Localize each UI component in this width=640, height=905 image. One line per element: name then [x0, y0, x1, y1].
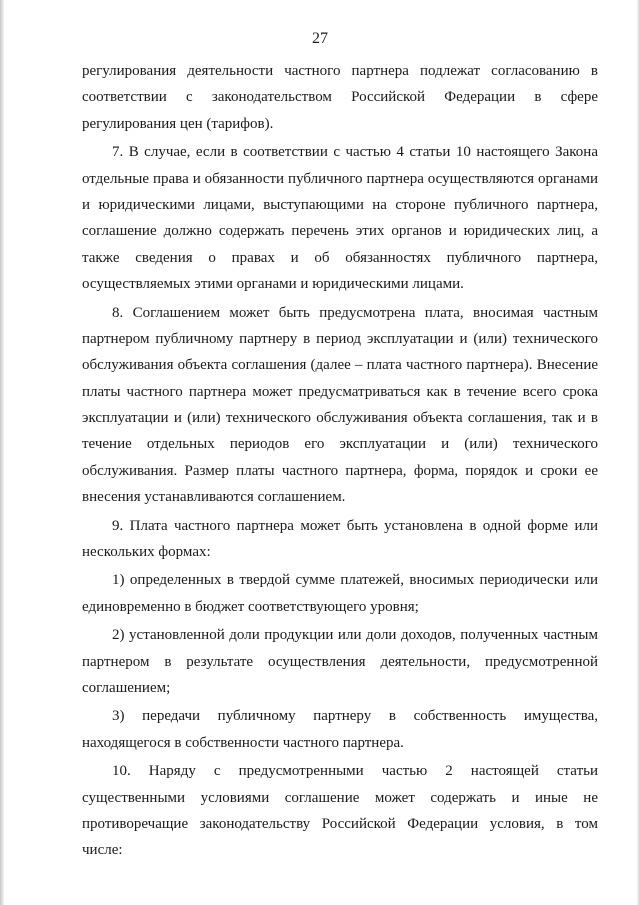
- text-line: обслуживания объекта соглашения (далее – плата частного партнера). Внесение: [82, 357, 598, 374]
- text-line: осуществляемых этими органами и юридическими лицами.: [82, 276, 464, 293]
- list-item-start: 3) передачи публичному партнеру в собственность имущества,: [112, 708, 598, 725]
- list-item-start: 2) установленной доли продукции или доли доходов, полученных частным: [112, 627, 598, 644]
- text-line: противоречащие законодательству Российской Федерации условия, в том: [82, 815, 598, 832]
- text-line: нескольких формах:: [82, 544, 211, 561]
- text-line: единовременно в бюджет соответствующего уровня;: [82, 598, 419, 615]
- text-line: числе:: [82, 842, 123, 859]
- document-body: [82, 58, 598, 864]
- scan-edge-left: [0, 0, 4, 905]
- text-line: течение отдельных периодов его эксплуатации и (или) технического: [82, 436, 598, 453]
- text-line: партнером публичному партнеру в период эксплуатации и (или) технического: [82, 330, 598, 347]
- paragraph-start: 9. Плата частного партнера может быть установлена в одной форме или: [112, 517, 598, 534]
- paragraph-start: 7. В случае, если в соответствии с частью 4 статьи 10 настоящего Закона: [112, 144, 598, 161]
- text-line: соглашение должно содержать перечень этих органов и юридических лиц, а: [82, 223, 598, 240]
- text-line: находящегося в собственности частного партнера.: [82, 734, 404, 751]
- text-line: обслуживания. Размер платы частного партнера, форма, порядок и сроки ее: [82, 462, 598, 479]
- text-line: соглашением;: [82, 679, 171, 696]
- text-line: существенными условиями соглашение может содержать и иные не: [82, 789, 598, 806]
- text-line: эксплуатации и (или) технического обслуживания объекта соглашения, так и в: [82, 410, 598, 427]
- paragraph-start: 10. Наряду с предусмотренными частью 2 настоящей статьи: [112, 763, 598, 780]
- text-line: и юридическими лицами, выступающими на стороне публичного партнера,: [82, 196, 598, 213]
- text-line: регулирования деятельности частного партнера подлежат согласованию в: [82, 63, 598, 79]
- text-line: внесения устанавливаются соглашением.: [82, 489, 346, 506]
- text-line: партнером в результате осуществления деятельности, предусмотренной: [82, 653, 598, 670]
- text-line: соответствии с законодательством Российской Федерации в сфере: [82, 89, 598, 106]
- list-item-start: 1) определенных в твердой сумме платежей, вносимых периодически или: [112, 572, 598, 589]
- text-line: также сведения о правах и об обязанностях публичного партнера,: [82, 249, 598, 266]
- text-line: отдельные права и обязанности публичного партнера осуществляются органами: [82, 170, 598, 187]
- paragraph-start: 8. Соглашением может быть предусмотрена плата, вносимая частным: [112, 304, 598, 321]
- text-line: платы частного партнера может предусматриваться как в течение всего срока: [82, 383, 598, 400]
- page-number: 27: [312, 30, 328, 47]
- text-line: регулирования цен (тарифов).: [82, 115, 274, 132]
